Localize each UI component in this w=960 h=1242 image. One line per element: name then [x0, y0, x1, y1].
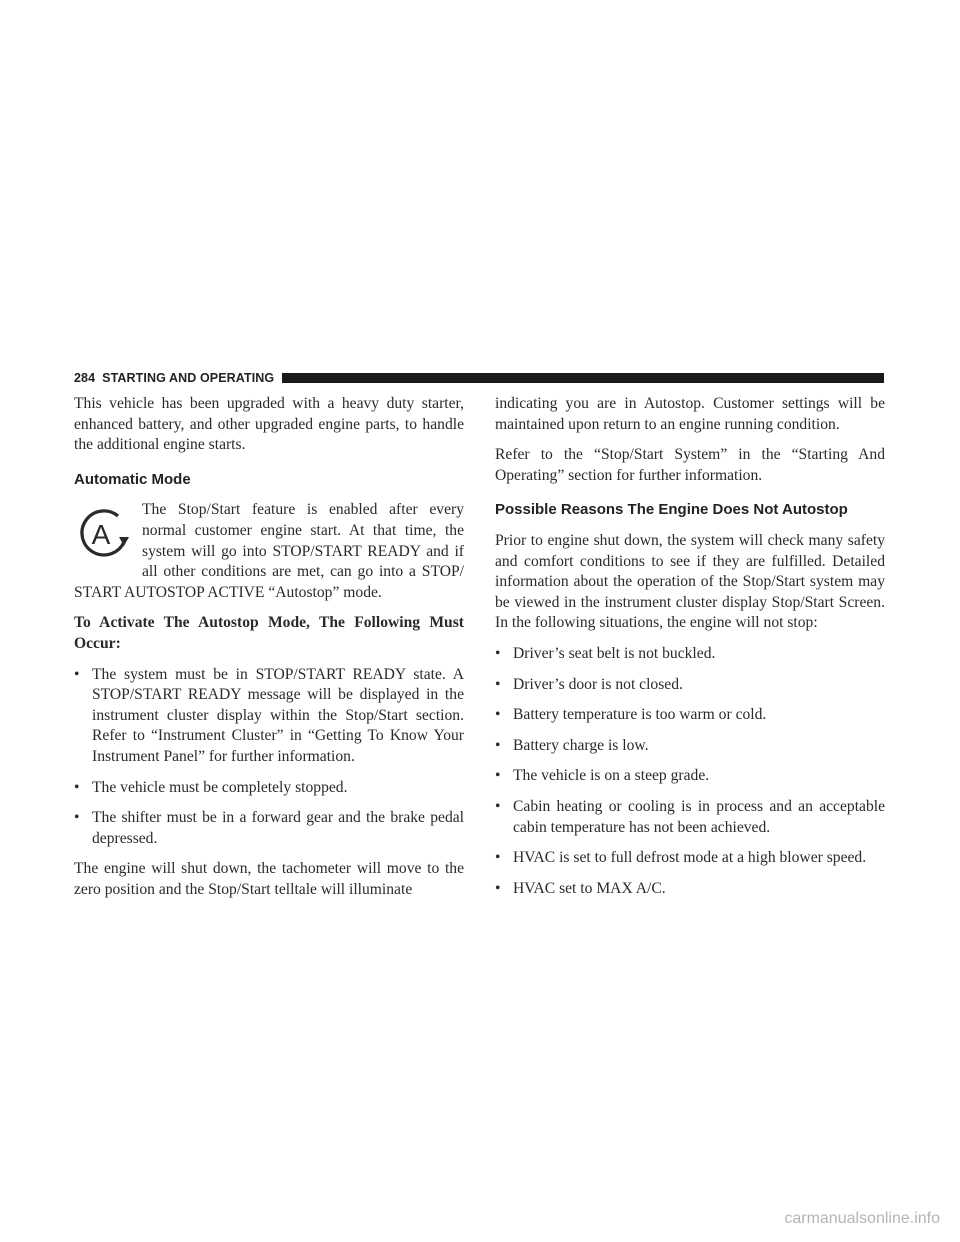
reasons-list — [495, 644, 885, 899]
list-item: • Driver’s seat belt is not buckled. — [495, 644, 885, 665]
svg-text:A: A — [91, 519, 111, 551]
automatic-mode-paragraph: The Stop/Start feature is enabled after every normal customer engine start. At that time, the system will go into STOP/START READY and if all other conditions are met, can go into a STOP/ START AUTOSTOP ACTIVE “Autostop” mode. — [74, 501, 464, 601]
list-item: • HVAC is set to full defrost mode at a high blower speed. — [495, 848, 885, 869]
right-column — [495, 394, 885, 909]
list-item: • Cabin heating or cooling is in process and an acceptable cabin temperature has not been achieved. — [495, 797, 885, 838]
automatic-mode-heading: Automatic Mode — [74, 470, 191, 488]
autostop-a-icon — [74, 504, 132, 564]
list-item: • HVAC set to MAX A/C. — [495, 879, 885, 900]
refer-paragraph: Refer to the “Stop/Start System” in the “Starting And Operating” section for further information. — [495, 446, 885, 484]
intro-paragraph: This vehicle has been upgraded with a heavy duty starter, enhanced battery, and other upgraded engine parts, to handle the additional engine starts. — [74, 395, 464, 454]
section-title: STARTING AND OPERATING — [102, 371, 275, 385]
list-item: • Battery temperature is too warm or cold. — [495, 705, 885, 726]
list-item: • The vehicle must be completely stopped. — [74, 778, 464, 799]
page-number: 284 — [74, 371, 96, 385]
activate-conditions-list — [74, 665, 464, 850]
reasons-heading: Possible Reasons The Engine Does Not Autostop — [495, 501, 848, 519]
left-column — [74, 394, 464, 910]
list-item: • The shifter must be in a forward gear and the brake pedal depressed. — [74, 808, 464, 849]
list-item: • The system must be in STOP/START READY state. A STOP/START READY message will be displayed in the instrument cluster display within the Stop/Start section. Refer to “Instrument Cluster” in “Getting To Know Your Instrument Panel” for further information. — [74, 665, 464, 768]
activate-autostop-heading: To Activate The Autostop Mode, The Following Must Occur: — [74, 614, 464, 652]
list-item: • The vehicle is on a steep grade. — [495, 766, 885, 787]
continuation-paragraph: indicating you are in Autostop. Customer settings will be maintained upon return to an engine running condition. — [495, 395, 885, 433]
closing-paragraph: The engine will shut down, the tachometer will move to the zero position and the Stop/Start telltale will illuminate — [74, 860, 464, 898]
page-header — [74, 370, 884, 386]
watermark: carmanualsonline.info — [784, 1210, 940, 1227]
reasons-intro-paragraph: Prior to engine shut down, the system will check many safety and comfort conditions to see if they are fulfilled. Detailed information about the operation of the Stop/Start system may be viewed in the instrument cluster display Stop/Start Screen. In the following situations, the engine will not stop: — [495, 531, 885, 632]
list-item: • Driver’s door is not closed. — [495, 675, 885, 696]
automatic-mode-block — [74, 500, 464, 603]
header-rule — [282, 373, 884, 383]
list-item: • Battery charge is low. — [495, 736, 885, 757]
